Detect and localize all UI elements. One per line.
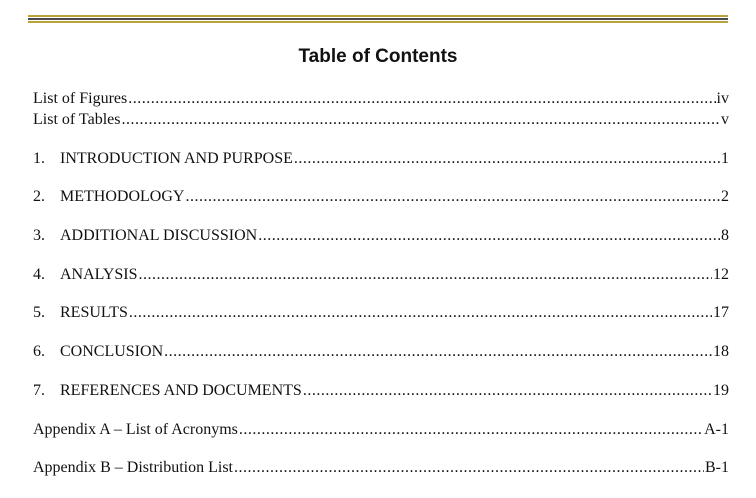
toc-entry-appendix-b[interactable] (33, 458, 729, 478)
toc-entry-page: 8 (721, 227, 729, 244)
dot-leader (164, 342, 712, 362)
toc-entry-number: 5. (33, 304, 45, 321)
toc-entry-page: iv (716, 90, 729, 107)
dot-leader (294, 149, 720, 169)
toc-entry-text: METHODOLOGY (60, 188, 185, 205)
toc-entry-number: 1. (33, 150, 45, 167)
dot-leader (234, 458, 704, 478)
dot-leader (129, 303, 712, 323)
toc-entry-text: CONCLUSION (60, 343, 164, 360)
toc-entry-number: 3. (33, 227, 45, 244)
toc-entry-section-6[interactable] (33, 342, 729, 362)
toc-entry-text: List of Figures (33, 90, 128, 107)
toc-entry-page: 2 (721, 188, 729, 205)
toc-entry-page: 19 (713, 382, 729, 399)
toc-entry-text: ANALYSIS (60, 266, 138, 283)
toc-entry-section-1[interactable] (33, 149, 729, 169)
header-rule-gold-bottom (28, 21, 728, 23)
toc-entry-text: Appendix A – List of Acronyms (33, 421, 238, 438)
toc-entry-page: v (721, 111, 729, 128)
toc-entry-page: 12 (713, 266, 729, 283)
header-rule-dark (28, 18, 728, 20)
toc-entry-section-3[interactable] (33, 226, 729, 246)
toc-entry-page: B-1 (705, 459, 729, 476)
dot-leader (258, 226, 720, 246)
toc-entry-list-of-figures[interactable] (33, 89, 729, 109)
toc-entry-page: 18 (713, 343, 729, 360)
toc-entry-list-of-tables[interactable] (33, 110, 729, 130)
toc-entry-section-7[interactable] (33, 381, 729, 401)
toc-entry-number: 2. (33, 188, 45, 205)
page-title: Table of Contents (298, 46, 458, 67)
toc-entry-number: 6. (33, 343, 45, 360)
toc-entry-text: ADDITIONAL DISCUSSION (60, 227, 258, 244)
toc-entry-page: 17 (713, 304, 729, 321)
toc-entry-text: INTRODUCTION AND PURPOSE (60, 150, 293, 167)
toc-entry-section-5[interactable] (33, 303, 729, 323)
dot-leader (121, 110, 720, 130)
toc-entry-section-4[interactable] (33, 265, 729, 285)
dot-leader (239, 420, 703, 440)
header-rule (28, 15, 728, 23)
toc-entry-text: Appendix B – Distribution List (33, 459, 233, 476)
dot-leader (303, 381, 712, 401)
toc-entry-appendix-a[interactable] (33, 420, 729, 440)
toc-entry-number: 4. (33, 266, 45, 283)
header-rule-gold-top (28, 15, 728, 17)
toc-entry-text: List of Tables (33, 111, 121, 128)
dot-leader (139, 265, 712, 285)
dot-leader (185, 187, 720, 207)
dot-leader (128, 89, 715, 109)
toc-entry-page: A-1 (704, 421, 729, 438)
toc-entry-page: 1 (721, 150, 729, 167)
toc-entry-number: 7. (33, 382, 45, 399)
toc-entry-section-2[interactable] (33, 187, 729, 207)
toc-entry-text: RESULTS (60, 304, 128, 321)
toc-entry-text: REFERENCES AND DOCUMENTS (60, 382, 302, 399)
